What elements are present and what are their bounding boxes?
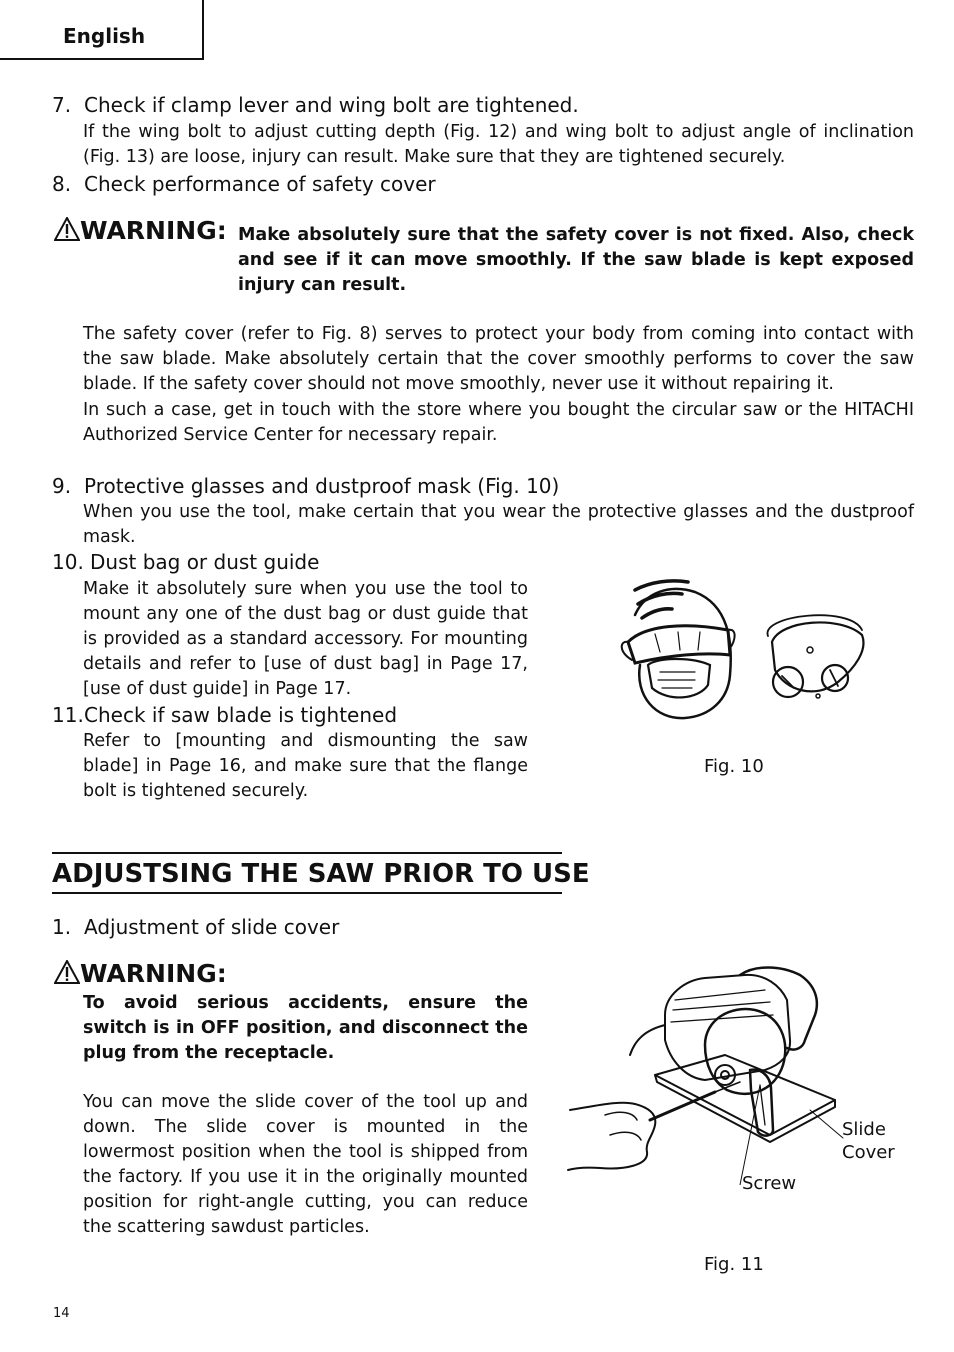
section-title: ADJUSTSING THE SAW PRIOR TO USE bbox=[52, 852, 562, 894]
item-11-body: Refer to [mounting and dismounting the saw blade] in Page 16, and make sure that the flange bolt is tightened securely. bbox=[83, 731, 528, 801]
label-cover: Cover bbox=[842, 1142, 895, 1163]
warning-1-text: Make absolutely sure that the safety cover is not fixed. Also, check and see if it can move smoothly. If the saw blade is kept exposed injury can result. bbox=[238, 225, 914, 295]
label-slide-cover bbox=[842, 1118, 895, 1164]
item-title: Check performance of safety cover bbox=[84, 172, 436, 196]
item-10-body: Make it absolutely sure when you use the tool to mount any one of the dust bag or dust guide that is provided as a standard accessory. For mounting details and refer to [use of dust bag] in Page 17, [use of dust guide] in Page 17. bbox=[83, 579, 528, 699]
safety-cover-paragraph-1: The safety cover (refer to Fig. 8) serves to protect your body from coming into contact with the saw blade. Make absolutely certain that the cover smoothly performs to cover the saw blade. If the safety cover should not move smoothly, never use it without repairing it. bbox=[83, 324, 914, 394]
item-number: 1. bbox=[52, 915, 72, 939]
warning-2-text: To avoid serious accidents, ensure the switch is in OFF position, and disconnect the plug from the receptacle. bbox=[83, 993, 528, 1063]
warning-2-label-group bbox=[54, 959, 227, 989]
language-tab bbox=[0, 0, 204, 60]
fig-10-caption: Fig. 10 bbox=[704, 756, 764, 777]
warning-triangle-icon bbox=[54, 960, 80, 984]
item-title: Protective glasses and dustproof mask (Fig. 10) bbox=[84, 474, 560, 498]
warning-2-label: WARNING: bbox=[80, 959, 227, 988]
item-number: 11. bbox=[52, 703, 84, 727]
page-number: 14 bbox=[53, 1306, 70, 1321]
item-number: 10. bbox=[52, 550, 84, 574]
warning-1-label: WARNING: bbox=[80, 216, 227, 245]
safety-cover-paragraph-2: In such a case, get in touch with the store where you bought the circular saw or the HITACHI Authorized Service Center for necessary repair. bbox=[83, 400, 914, 445]
warning-triangle-icon bbox=[54, 217, 80, 241]
item-title: Adjustment of slide cover bbox=[84, 915, 340, 939]
warning-1-label-group bbox=[54, 216, 227, 246]
item-title: Dust bag or dust guide bbox=[90, 550, 320, 574]
glasses-and-mask-icon bbox=[600, 570, 880, 725]
item-title: Check if clamp lever and wing bolt are tightened. bbox=[84, 93, 579, 117]
fig-11-caption: Fig. 11 bbox=[704, 1254, 764, 1275]
item-9-body: When you use the tool, make certain that you wear the protective glasses and the dustproof mask. bbox=[83, 502, 914, 547]
item-7-body: If the wing bolt to adjust cutting depth (Fig. 12) and wing bolt to adjust angle of inclination (Fig. 13) are loose, injury can result. Make sure that they are tightened securely. bbox=[83, 122, 914, 167]
circular-saw-icon bbox=[565, 960, 850, 1185]
item-number: 7. bbox=[52, 93, 72, 117]
label-slide: Slide bbox=[842, 1119, 886, 1140]
language-label: English bbox=[63, 24, 146, 48]
label-screw: Screw bbox=[742, 1173, 797, 1194]
item-title: Check if saw blade is tightened bbox=[84, 703, 398, 727]
item-number: 8. bbox=[52, 172, 72, 196]
item-number: 9. bbox=[52, 474, 72, 498]
slide-cover-body: You can move the slide cover of the tool up and down. The slide cover is mounted in the lowermost position when the tool is shipped from the factory. If you use it in the originally mounted position for right-angle cutting, you can reduce the scattering sawdust particles. bbox=[83, 1092, 528, 1237]
